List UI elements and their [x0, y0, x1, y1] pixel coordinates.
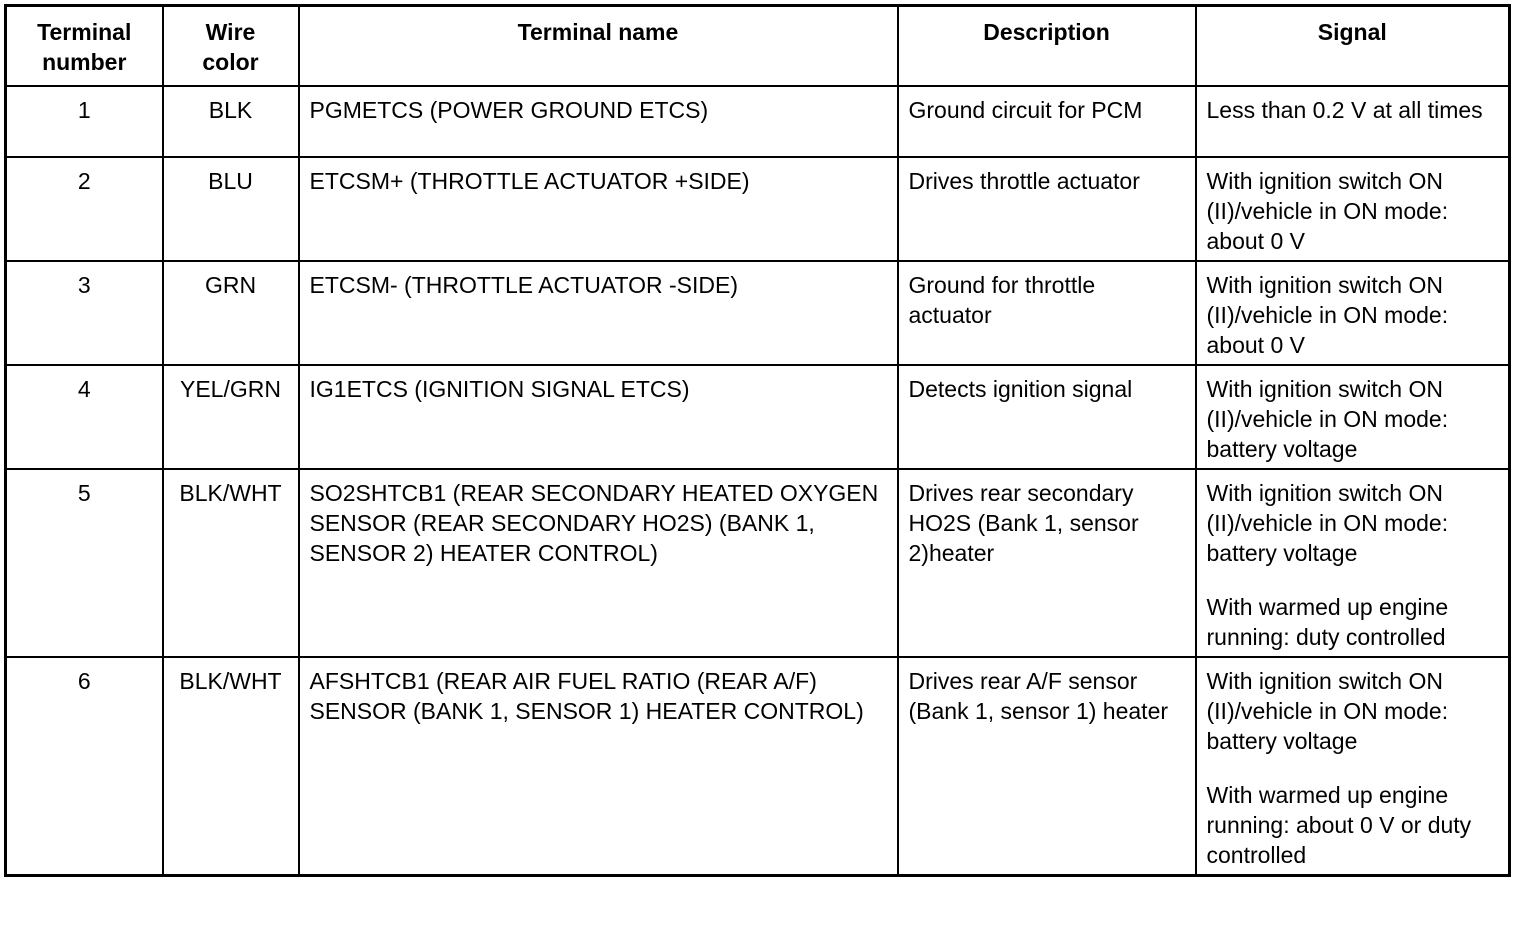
terminal-number-cell: 6 [6, 657, 163, 876]
description-cell: Ground for throttle actuator [898, 261, 1196, 365]
signal-cell [1196, 157, 1510, 261]
terminal-number-cell: 5 [6, 469, 163, 657]
signal-text: With ignition switch ON (II)/vehicle in ON mode: about 0 V [1206, 167, 1449, 254]
wire-color-cell: YEL/GRN [163, 365, 299, 469]
signal-cell [1196, 469, 1510, 657]
terminal-name-cell: PGMETCS (POWER GROUND ETCS) [299, 86, 898, 157]
signal-text: With warmed up engine running: about 0 V or duty controlled [1206, 781, 1472, 868]
signal-cell [1196, 657, 1510, 876]
terminal-name-cell: SO2SHTCB1 (REAR SECONDARY HEATED OXYGEN SENSOR (REAR SECONDARY HO2S) (BANK 1, SENSOR 2) HEATER CONTROL) [299, 469, 898, 657]
wire-color-cell: BLU [163, 157, 299, 261]
header-row [6, 6, 1510, 86]
description-cell: Drives throttle actuator [898, 157, 1196, 261]
header-description: Description [898, 6, 1196, 86]
description-cell: Detects ignition signal [898, 365, 1196, 469]
header-terminal-number: Terminal number [6, 6, 163, 86]
table-row [6, 365, 1510, 469]
terminal-name-cell: AFSHTCB1 (REAR AIR FUEL RATIO (REAR A/F) SENSOR (BANK 1, SENSOR 1) HEATER CONTROL) [299, 657, 898, 876]
wire-color-cell: BLK/WHT [163, 469, 299, 657]
wire-color-cell: BLK/WHT [163, 657, 299, 876]
table-row [6, 469, 1510, 657]
signal-cell [1196, 86, 1510, 157]
table-row [6, 86, 1510, 157]
description-cell: Drives rear secondary HO2S (Bank 1, sensor 2)heater [898, 469, 1196, 657]
terminal-name-cell: ETCSM- (THROTTLE ACTUATOR -SIDE) [299, 261, 898, 365]
signal-text: With ignition switch ON (II)/vehicle in ON mode: about 0 V [1206, 271, 1449, 358]
terminal-number-cell: 2 [6, 157, 163, 261]
signal-text: With ignition switch ON (II)/vehicle in ON mode: battery voltage [1206, 375, 1449, 462]
terminal-table [4, 4, 1511, 877]
signal-cell [1196, 261, 1510, 365]
header-signal: Signal [1196, 6, 1510, 86]
description-cell: Drives rear A/F sensor (Bank 1, sensor 1) heater [898, 657, 1196, 876]
signal-cell [1196, 365, 1510, 469]
terminal-number-cell: 4 [6, 365, 163, 469]
description-cell: Ground circuit for PCM [898, 86, 1196, 157]
terminal-name-cell: ETCSM+ (THROTTLE ACTUATOR +SIDE) [299, 157, 898, 261]
terminal-number-cell: 3 [6, 261, 163, 365]
signal-text: With warmed up engine running: duty controlled [1206, 593, 1449, 650]
header-terminal-name: Terminal name [299, 6, 898, 86]
signal-text: With ignition switch ON (II)/vehicle in ON mode: battery voltage [1206, 479, 1449, 566]
terminal-number-cell: 1 [6, 86, 163, 157]
table-row [6, 157, 1510, 261]
table-row [6, 261, 1510, 365]
table-row [6, 657, 1510, 876]
wire-color-cell: BLK [163, 86, 299, 157]
signal-text: Less than 0.2 V at all times [1206, 96, 1483, 123]
wire-color-cell: GRN [163, 261, 299, 365]
terminal-name-cell: IG1ETCS (IGNITION SIGNAL ETCS) [299, 365, 898, 469]
signal-text: With ignition switch ON (II)/vehicle in ON mode: battery voltage [1206, 667, 1449, 754]
header-wire-color: Wire color [163, 6, 299, 86]
